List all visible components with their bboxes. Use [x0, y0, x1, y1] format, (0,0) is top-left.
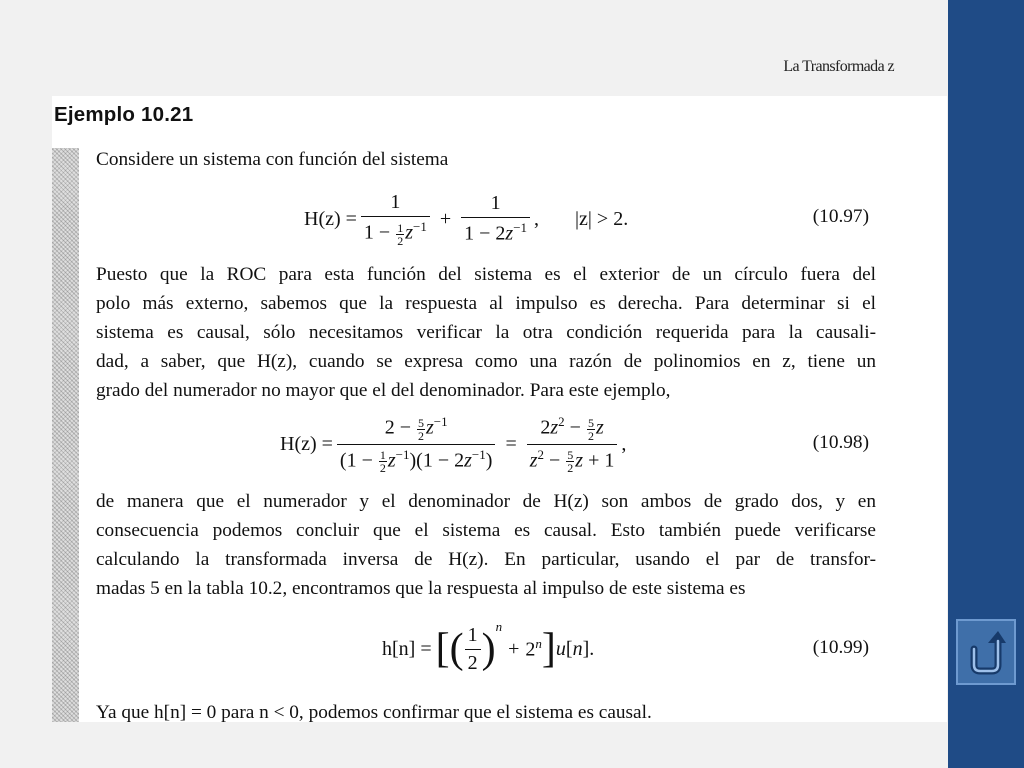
paragraph-3-line-2: consecuencia podemos concluir que el sistema es causal. Esto también puede verificarse — [96, 520, 876, 541]
paragraph-3-line-4: madas 5 en la tabla 10.2, encontramos que la respuesta al impulso de este sistema es — [96, 578, 746, 599]
eq97-frac1: 1 1 − $\frac{1}{2}$ $z^{-1}$ — [361, 191, 430, 247]
eq97-number: (10.97) — [812, 206, 869, 227]
paragraph-2-line-5: grado del numerador no mayor que el del denominador. Para este ejemplo, — [96, 380, 671, 401]
paragraph-2-line-4: dad, a saber, que H(z), cuando se expresa como una razón de polinomios en z, tiene un — [96, 351, 876, 372]
eq98-lhs: H(z) = — [280, 432, 333, 455]
paragraph-3-line-3: calculando la transformada inversa de H(z). En particular, usando el par de transfor- — [96, 549, 876, 570]
eq98-frac2: $2z^2$ − $\frac{5}{2}$ z $z^2$ − $\frac{5}{2}$ z + 1 — [527, 414, 618, 474]
eq97-roc: |z| > 2. — [575, 207, 629, 230]
eq99-lhs: h[n] = — [382, 637, 432, 660]
equation-10-98: H(z) = 2 − $\frac{5}{2}$ $z^{-1}$ (1 − $\frac{1}{2}$ $z^{-1})(1 - 2z^{-1})$ = $2z^2$ − $\frac{5}{2}$ z $z^2$ − $\frac{5}{2}$ z + 1 , — [280, 413, 627, 476]
eq99-number: (10.99) — [812, 637, 869, 658]
equation-10-97: H(z) = 1 1 − $\frac{1}{2}$ $z^{-1}$ + $\frac{1}{1 - 2z^{-1}}$ , |z| > 2. — [304, 191, 629, 248]
equation-10-99: h[n] = [ ( $\frac{1}{2}$ ) $^n$ + 2$^n$ ] u[n]. — [382, 619, 595, 674]
eq98-frac1: 2 − $\frac{5}{2}$ $z^{-1}$ (1 − $\frac{1}{2}$ $z^{-1})(1 - 2z^{-1})$ — [337, 414, 496, 474]
paragraph-4: Ya que h[n] = 0 para n < 0, podemos confirmar que el sistema es causal. — [96, 702, 652, 722]
slide-title: La Transformada z — [783, 58, 894, 75]
scanned-page — [52, 96, 947, 722]
eq97-frac2: $\frac{1}{1 - 2z^{-1}}$ — [461, 192, 530, 246]
paragraph-2-line-1: Puesto que la ROC para esta función del sistema es el exterior de un círculo fuera del — [96, 264, 876, 285]
paragraph-intro: Considere un sistema con función del sistema — [96, 149, 449, 170]
eq98-number: (10.98) — [812, 432, 869, 453]
paragraph-3-line-1: de manera que el numerador y el denominador de H(z) son ambos de grado dos, y en — [96, 491, 876, 512]
back-button[interactable] — [956, 619, 1016, 685]
back-arrow-icon — [966, 629, 1006, 675]
sidebar — [948, 0, 1024, 768]
paragraph-2-line-3: sistema es causal, sólo necesitamos verificar la otra condición requerida para la causali- — [96, 322, 876, 343]
paragraph-2-line-2: polo más externo, sabemos que la respuesta al impulso es derecha. Para determinar si el — [96, 293, 876, 314]
margin-stripe — [52, 148, 79, 722]
example-title: Ejemplo 10.21 — [54, 103, 194, 126]
eq97-lhs: H(z) = — [304, 207, 357, 230]
